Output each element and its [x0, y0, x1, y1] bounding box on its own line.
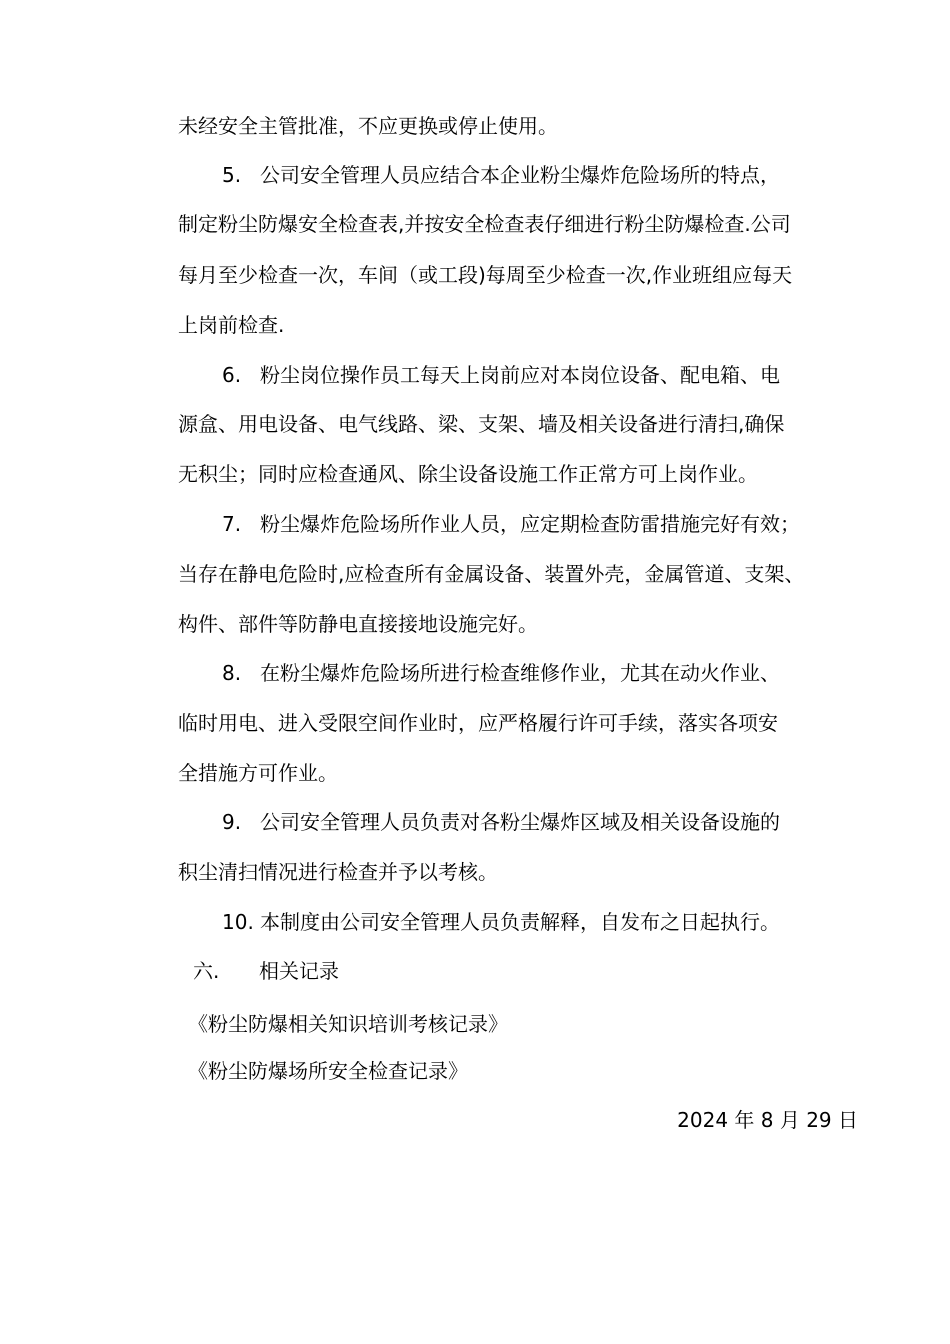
list-item-text: 积尘清扫情况进行检查并予以考核。 [178, 860, 498, 884]
list-item-text: 在粉尘爆炸危险场所进行检查维修作业，尤其在动火作业、 [260, 661, 780, 685]
list-item-text: 临时用电、进入受限空间作业时，应严格履行许可手续，落实各项安 [178, 711, 778, 735]
list-item-number: 6. 粉尘岗位操作员工每天上岗前应对本岗位设备、配电箱、电 [222, 363, 780, 387]
record-item: 《粉尘防爆相关知识培训考核记录》 [188, 1012, 508, 1036]
list-item-text: 全措施方可作业。 [178, 761, 338, 785]
record-item: 《粉尘防爆场所安全检查记录》 [188, 1059, 468, 1083]
list-item-text: 当存在静电危险时,应检查所有金属设备、装置外壳，金属管道、支架、 [178, 562, 805, 586]
list-item-text: 制定粉尘防爆安全检查表,并按安全检查表仔细进行粉尘防爆检查.公司 [178, 212, 791, 236]
section-title: 相关记录 [259, 959, 339, 983]
section-number: 六. [193, 959, 220, 983]
list-item-text: 公司安全管理人员负责对各粉尘爆炸区域及相关设备设施的 [260, 810, 780, 834]
paragraph-continuation: 未经安全主管批准，不应更换或停止使用。 [178, 114, 558, 138]
section-heading [193, 959, 339, 983]
list-item-number: 8. 在粉尘爆炸危险场所进行检查维修作业，尤其在动火作业、 [222, 661, 780, 685]
document-date: 2024 年 8 月 29 日 [677, 1108, 858, 1132]
list-item-text: 公司安全管理人员应结合本企业粉尘爆炸危险场所的特点， [260, 163, 780, 187]
list-item-text: 构件、部件等防静电直接接地设施完好。 [178, 612, 538, 636]
list-item-text: 粉尘爆炸危险场所作业人员，应定期检查防雷措施完好有效； [260, 512, 800, 536]
list-item-number: 5. 公司安全管理人员应结合本企业粉尘爆炸危险场所的特点， [222, 163, 780, 187]
list-item-text: 无积尘；同时应检查通风、除尘设备设施工作正常方可上岗作业。 [178, 462, 758, 486]
list-item-text: 每月至少检查一次，车间（或工段)每周至少检查一次,作业班组应每天 [178, 263, 793, 287]
list-item-number: 10. 本制度由公司安全管理人员负责解释，自发布之日起执行。 [222, 910, 780, 934]
list-item-number: 9. 公司安全管理人员负责对各粉尘爆炸区域及相关设备设施的 [222, 810, 780, 834]
list-item-text: 粉尘岗位操作员工每天上岗前应对本岗位设备、配电箱、电 [260, 363, 780, 387]
list-item-text: 本制度由公司安全管理人员负责解释，自发布之日起执行。 [260, 910, 780, 934]
list-item-text: 源盒、用电设备、电气线路、梁、支架、墙及相关设备进行清扫,确保 [178, 412, 785, 436]
list-item-text: 上岗前检查. [178, 313, 285, 337]
list-item-number: 7. 粉尘爆炸危险场所作业人员，应定期检查防雷措施完好有效； [222, 512, 800, 536]
